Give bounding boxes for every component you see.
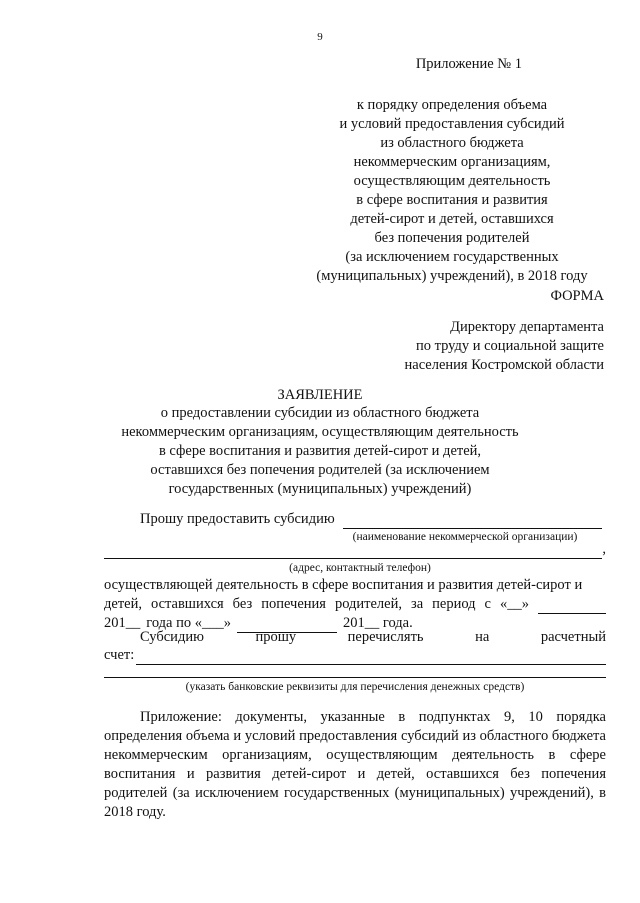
appendix-line: (муниципальных) учреждений), в 2018 году — [316, 268, 588, 284]
appendix-line: (за исключением государственных — [345, 249, 559, 265]
subtitle-line: государственных (муниципальных) учреждений) — [168, 481, 472, 497]
application-subtitle — [100, 404, 540, 499]
appendix-line: в сфере воспитания и развития — [356, 192, 548, 208]
transfer-word: на — [475, 629, 490, 645]
appendix-line: без попечения родителей — [374, 230, 530, 246]
appendix-line: из областного бюджета — [380, 135, 524, 151]
transfer-word: Субсидию — [140, 629, 204, 645]
application-title: ЗАЯВЛЕНИЕ — [277, 387, 363, 403]
bank-details-hint: (указать банковские реквизиты для перечисления денежных средств) — [185, 681, 525, 693]
transfer-line — [140, 628, 606, 647]
period-start-month-field[interactable] — [538, 596, 606, 614]
activity-word: родителей, — [334, 596, 402, 612]
activity-word: с — [484, 596, 491, 612]
attachment-paragraph: Приложение: документы, указанные в подпунктах 9, 10 порядка определения объема и условий предоставления субсидий из областного бюджета некоммерческим организациям, осуществляющим деятельность в сфере воспитания и развития детей-сирот и детей, оставшихся без попечения родителей (за исключением государственных (муниципальных) учреждений), в 2018 году. — [104, 709, 606, 820]
subtitle-line: в сфере воспитания и развития детей-сирот и детей, — [158, 443, 482, 459]
activity-line-1: осуществляющей деятельность в сфере воспитания и развития детей-сирот и — [104, 577, 583, 593]
appendix-line: некоммерческим организациям, — [353, 154, 551, 170]
appendix-description — [302, 96, 602, 286]
transfer-word: расчетный — [540, 629, 606, 645]
appendix-title: Приложение № 1 — [415, 56, 522, 72]
period-end-day[interactable]: года по «___» — [146, 615, 231, 631]
activity-word: период — [432, 596, 476, 612]
address-row — [104, 540, 606, 559]
activity-line-2 — [104, 595, 606, 614]
transfer-word: прошу — [255, 629, 297, 645]
addressee — [384, 318, 604, 375]
period-start-year[interactable]: 201__ — [104, 615, 141, 631]
request-text: Прошу предоставить субсидию — [140, 511, 335, 527]
activity-word: попечения — [261, 596, 326, 612]
activity-word: без — [232, 596, 253, 612]
subtitle-line: оставшихся без попечения родителей (за исключением — [150, 462, 490, 478]
period-end-year[interactable]: 201__ года. — [343, 615, 413, 631]
appendix-line: и условий предоставления субсидий — [339, 116, 565, 132]
org-name-field[interactable] — [343, 511, 602, 529]
page-number: 9 — [317, 31, 323, 43]
org-name-hint: (наименование некоммерческой организации) — [352, 531, 578, 543]
appendix-line: детей-сирот и детей, оставшихся — [350, 211, 554, 227]
appendix-line: осуществляющим деятельность — [353, 173, 551, 189]
activity-word: за — [410, 596, 424, 612]
address-hint: (адрес, контактный телефон) — [289, 562, 431, 574]
subtitle-line: о предоставлении субсидии из областного бюджета — [160, 405, 480, 421]
transfer-word: перечислять — [347, 629, 424, 645]
activity-word: детей, — [104, 596, 142, 612]
period-start-day[interactable]: «__» — [499, 596, 529, 612]
address-comma: , — [602, 541, 606, 557]
appendix-line: к порядку определения объема — [356, 97, 548, 113]
address-field[interactable] — [104, 541, 602, 559]
addressee-line: по труду и социальной защите — [415, 338, 604, 354]
bank-details-field[interactable] — [104, 660, 606, 678]
addressee-line: населения Костромской области — [404, 357, 604, 373]
addressee-line: Директору департамента — [450, 319, 604, 335]
request-row — [140, 510, 602, 529]
account-label: счет: — [104, 647, 135, 663]
subtitle-line: некоммерческим организациям, осуществляющим деятельность — [121, 424, 519, 440]
form-label: ФОРМА — [550, 288, 604, 304]
activity-word: оставшихся — [150, 596, 224, 612]
